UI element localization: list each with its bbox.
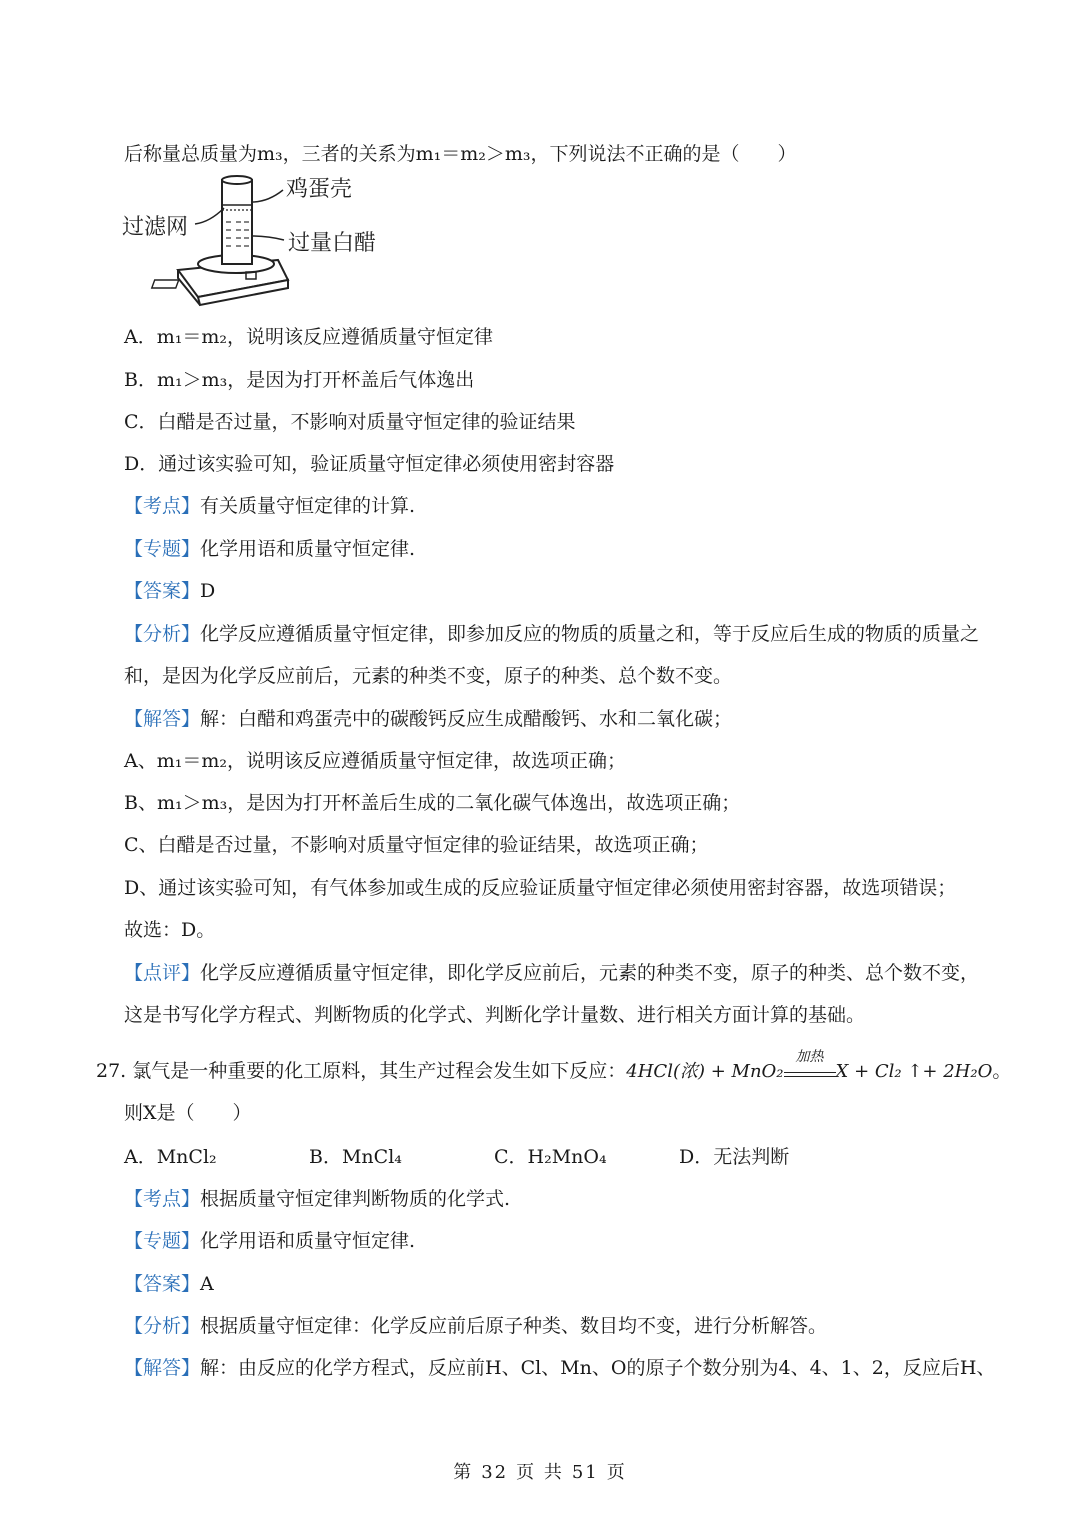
q27-number: 27. <box>96 1060 127 1082</box>
q27-options <box>124 1144 864 1170</box>
dianping-text-1: 化学反应遵循质量守恒定律，即化学反应前后，元素的种类不变，原子的种类、总个数不变， <box>200 962 980 984</box>
dianping-tag: 点评 <box>143 962 182 984</box>
q27-stem-2: 则X是（ ） <box>124 1102 252 1124</box>
option-a: A．m₁＝m₂，说明该反应遵循质量守恒定律 <box>124 326 493 348</box>
experiment-figure <box>118 172 408 307</box>
label-filter: 过滤网 <box>122 215 189 240</box>
dianping-text-2: 这是书写化学方程式、判断物质的化学式、判断化学计量数、进行相关方面计算的基础。 <box>124 1004 866 1026</box>
q27-zhuanti-text: 化学用语和质量守恒定律. <box>200 1230 416 1252</box>
zhuanti-row: 【专题】化学用语和质量守恒定律. <box>124 538 416 560</box>
q27-jieda-row: 【解答】解：由反应的化学方程式，反应前H、Cl、Mn、O的原子个数分别为4、4、1、2，反应后H、 <box>124 1357 996 1379</box>
q27-daan-row: 【答案】A <box>124 1273 214 1295</box>
option-c: C．白醋是否过量，不影响对质量守恒定律的验证结果 <box>124 411 576 433</box>
zhuanti-tag: 专题 <box>143 538 182 560</box>
kaodian-text: 有关质量守恒定律的计算. <box>200 495 416 517</box>
footer-page-number: 32 <box>481 1462 509 1483</box>
q27-kaodian-text: 根据质量守恒定律判断物质的化学式. <box>200 1188 511 1210</box>
equation-right: X + Cl₂ ↑+ 2H₂O <box>835 1061 993 1082</box>
q27-fenxi-tag: 分析 <box>143 1315 182 1337</box>
footer-mid: 页 共 <box>516 1462 564 1483</box>
jieda-line-d: D、通过该实验可知，有气体参加或生成的反应验证质量守恒定律必须使用密封容器，故选项错误； <box>124 877 957 899</box>
daan-text: D <box>200 580 216 602</box>
daan-tag: 答案 <box>143 580 182 602</box>
q27-daan-text: A <box>200 1273 214 1295</box>
kaodian-row: 【考点】有关质量守恒定律的计算. <box>124 495 416 517</box>
q27-daan-tag: 答案 <box>143 1273 182 1295</box>
jieda-text-0: 解：白醋和鸡蛋壳中的碳酸钙反应生成醋酸钙、水和二氧化碳； <box>200 708 733 730</box>
q27-jieda-tag: 解答 <box>143 1357 182 1379</box>
q27-stem: 氯气是一种重要的化工原料，其生产过程会发生如下反应： <box>132 1060 627 1082</box>
daan-row: 【答案】D <box>124 580 216 602</box>
kaodian-tag: 考点 <box>143 495 182 517</box>
fenxi-tag: 分析 <box>143 623 182 645</box>
q27-jieda-text: 解：由反应的化学方程式，反应前H、Cl、Mn、O的原子个数分别为4、4、1、2，反应后H、 <box>200 1357 996 1379</box>
jieda-row: 【解答】解：白醋和鸡蛋壳中的碳酸钙反应生成醋酸钙、水和二氧化碳； <box>124 708 733 730</box>
jieda-line-c: C、白醋是否过量，不影响对质量守恒定律的验证结果，故选项正确； <box>124 834 709 856</box>
fenxi-row: 【分析】化学反应遵循质量守恒定律，即参加反应的物质的质量之和，等于反应后生成的物质的质量之 <box>124 623 980 645</box>
label-vinegar: 过量白醋 <box>288 231 377 256</box>
equation-left: 4HCl(浓) + MnO₂ <box>626 1061 784 1082</box>
q27-fenxi-row: 【分析】根据质量守恒定律：化学反应前后原子种类、数目均不变，进行分析解答。 <box>124 1315 828 1337</box>
page-footer <box>0 1458 1080 1484</box>
footer-prefix: 第 <box>453 1462 474 1483</box>
jieda-line-a: A、m₁＝m₂，说明该反应遵循质量守恒定律，故选项正确； <box>124 750 626 772</box>
option-d: D．通过该实验可知，验证质量守恒定律必须使用密封容器 <box>124 453 615 475</box>
label-eggshell: 鸡蛋壳 <box>286 177 353 202</box>
fenxi-text-2: 和，是因为化学反应前后，元素的种类不变，原子的种类、总个数不变。 <box>124 665 733 687</box>
jieda-line-choice: 故选：D。 <box>124 919 216 941</box>
option-b: B．m₁＞m₃，是因为打开杯盖后气体逸出 <box>124 369 475 391</box>
q27-zhuanti-row: 【专题】化学用语和质量守恒定律. <box>124 1230 416 1252</box>
heating-condition: 加热 <box>795 1049 824 1065</box>
footer-total-pages: 51 <box>571 1462 599 1483</box>
jieda-line-b: B、m₁＞m₃，是因为打开杯盖后生成的二氧化碳气体逸出，故选项正确； <box>124 792 741 814</box>
q27-option-d: D．无法判断 <box>679 1146 790 1168</box>
q27-kaodian-tag: 考点 <box>143 1188 182 1210</box>
q27-fenxi-text: 根据质量守恒定律：化学反应前后原子种类、数目均不变，进行分析解答。 <box>200 1315 828 1337</box>
dianping-row: 【点评】化学反应遵循质量守恒定律，即化学反应前后，元素的种类不变，原子的种类、总个数不变， <box>124 962 980 984</box>
equation-end: 。 <box>992 1060 1012 1082</box>
q27-option-c: C．H₂MnO₄ <box>494 1146 607 1168</box>
footer-suffix: 页 <box>606 1462 627 1483</box>
zhuanti-text: 化学用语和质量守恒定律. <box>200 538 416 560</box>
jieda-tag: 解答 <box>143 708 182 730</box>
q27-kaodian-row: 【考点】根据质量守恒定律判断物质的化学式. <box>124 1188 511 1210</box>
q27-zhuanti-tag: 专题 <box>143 1230 182 1252</box>
question-stem-tail: 后称量总质量为m₃，三者的关系为m₁＝m₂＞m₃，下列说法不正确的是（ ） <box>124 143 797 165</box>
q27-stem-row <box>96 1049 1012 1085</box>
q27-option-b: B．MnCl₄ <box>309 1146 402 1168</box>
q27-option-a: A．MnCl₂ <box>124 1146 217 1168</box>
fenxi-text-1: 化学反应遵循质量守恒定律，即参加反应的物质的质量之和，等于反应后生成的物质的质量之 <box>200 623 980 645</box>
equation-condition <box>784 1049 836 1077</box>
